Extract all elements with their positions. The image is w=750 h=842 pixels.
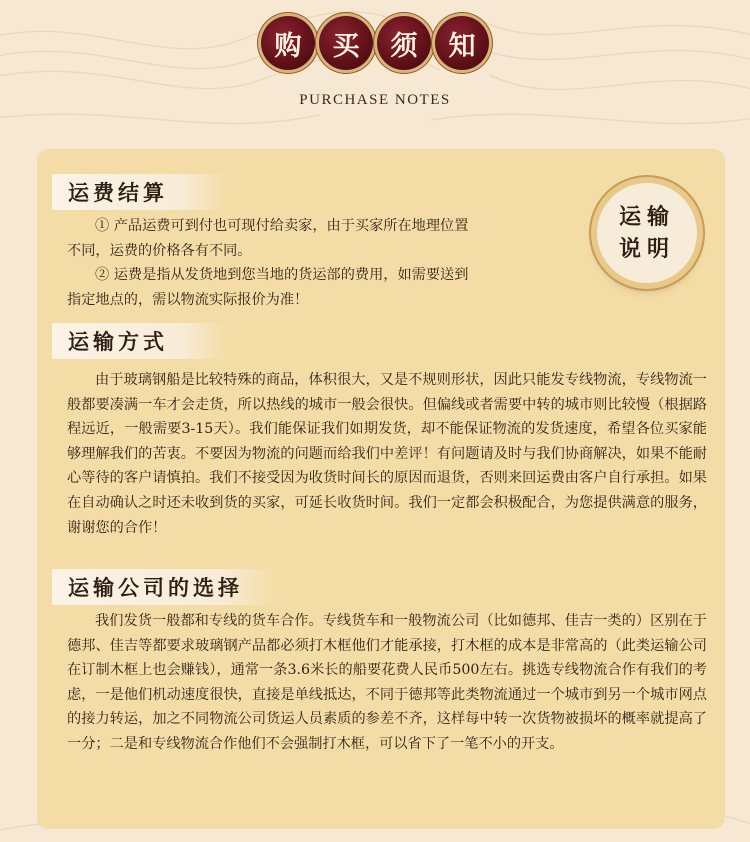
method-paragraph: 由于玻璃钢船是比较特殊的商品，体积很大，又是不规则形状，因此只能发专线物流，专线物流一般都要凑满一车才会走货，所以热线的城市一般会很快。但偏线或者需要中转的城市则比较慢（根据路程远近，一般需要3-15天）。我们能保证我们如期发货，却不能保证物流的发货速度，希望各位买家能够理解我们的苦衷。不要因为物流的问题而给我们中差评！有问题请及时与我们协商解决，如果不能耐心等待的客户请慎拍。我们不接受因为收货时间长的原因而退货，否则来回运费由客户自行承担。如果在自动确认之时还未收到货的买家，可延长收货时间。我们一定都会积极配合，为您提供满意的服务，谢谢您的合作！ — [67, 372, 707, 536]
freight-line: 不同，运费的价格各有不同。 — [67, 242, 252, 259]
freight-paragraph — [67, 214, 587, 312]
section-heading-method: 运输方式 — [52, 323, 226, 359]
title-char-disc: 须 — [377, 16, 431, 70]
section-heading-freight: 运费结算 — [52, 174, 226, 210]
page-title — [0, 16, 750, 70]
section-heading-company: 运输公司的选择 — [52, 569, 276, 605]
freight-line: ① 产品运费可到付也可现付给卖家，由于买家所在地理位置 — [95, 218, 469, 234]
title-char-disc: 购 — [261, 16, 315, 70]
transport-notes-seal — [597, 183, 697, 283]
company-paragraph: 我们发货一般都和专线的货车合作。专线货车和一般物流公司（比如德邦、佳吉一类的）区别在于德邦、佳吉等都要求玻璃钢产品都必须打木框他们才能承接，打木框的成本是非常高的（此类运输公司在订制木框上也会赚钱），通常一条3.6米长的船要花费人民币500左右。挑选专线物流合作有我们的考虑，一是他们机动速度很快，直接是单线抵达，不同于德邦等此类物流通过一个城市到另一个城市网点的接力转运，加之不同物流公司货运人员素质的参差不齐，这样每中转一次货物被损坏的概率就提高了一分；二是和专线物流合作他们不会强制打木框，可以省下了一笔不小的开支。 — [67, 613, 707, 752]
seal-line: 说明 — [618, 236, 675, 262]
title-char-disc: 买 — [319, 16, 373, 70]
freight-line: ② 运费是指从发货地到您当地的货运部的费用，如需要送到 — [95, 267, 469, 284]
freight-line: 指定地点的，需以物流实际报价为准！ — [67, 291, 309, 308]
seal-line: 运输 — [618, 204, 675, 230]
page-subtitle: PURCHASE NOTES — [299, 92, 451, 108]
title-char-disc: 知 — [435, 16, 489, 70]
